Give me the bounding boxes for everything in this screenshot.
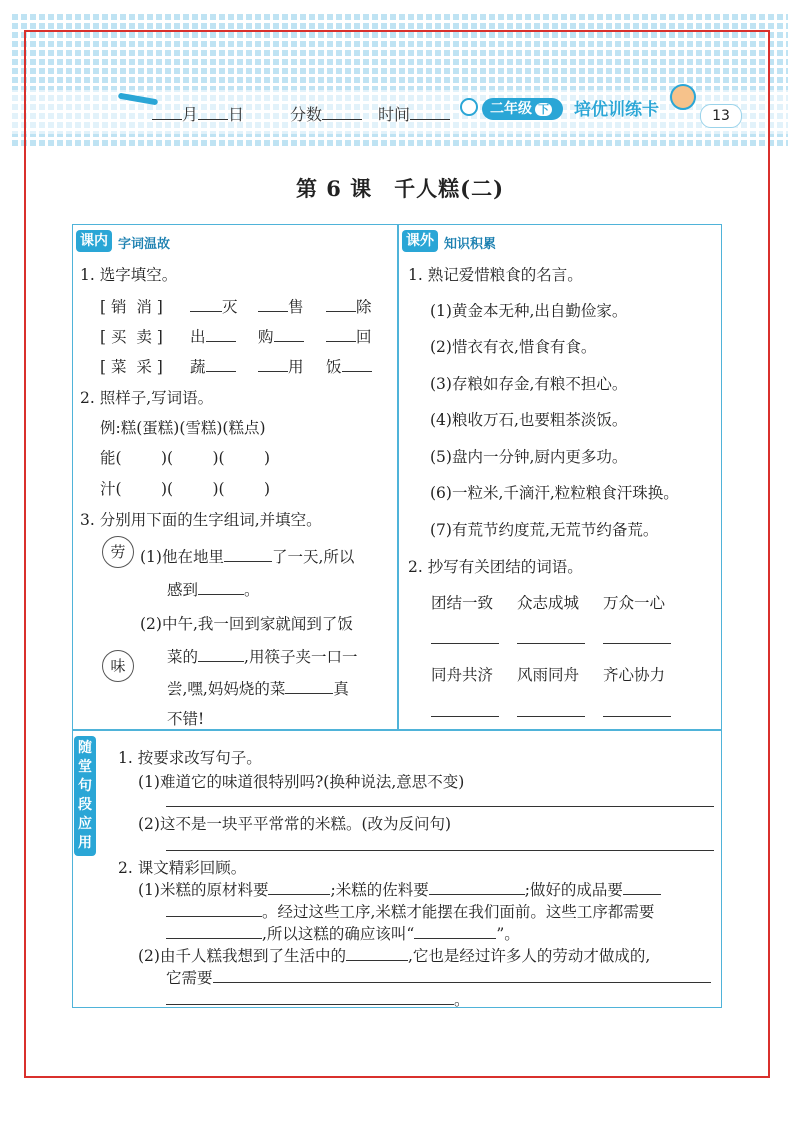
score-line — [290, 102, 362, 125]
answer-line-2 — [166, 850, 714, 851]
lesson-title: 第 6 课 千人糕(二) — [295, 176, 505, 201]
right-q2: 2. 抄写有关团结的词语。 — [408, 558, 583, 576]
q1-row-1: 灭 — [190, 295, 238, 317]
q1-row-2b: 购 — [258, 325, 304, 347]
q2-row-2: 汁( )( )( ) — [100, 480, 271, 498]
left-q1: 1. 选字填空。 — [80, 266, 178, 284]
bottom-q1-s1: (1)难道它的味道很特别吗?(换种说法,意思不变) — [138, 773, 465, 791]
bottom-q2-p1-line3: ,所以这糕的确应该叫“ ”。 — [166, 922, 520, 944]
q3-s1-line1: (1)他在地里 了一天,所以 — [140, 548, 355, 566]
word-3: 万众一心 — [603, 594, 666, 612]
saying-4: (4)粮收万石,也要粗茶淡饭。 — [430, 411, 628, 429]
answer-line-1 — [166, 806, 714, 807]
q2-row-1: 能( )( )( ) — [100, 449, 271, 467]
brand-title: 培优训练卡 — [574, 100, 659, 120]
word-4: 同舟共济 — [431, 666, 494, 684]
bottom-q2-p2-line2: 它需要 — [166, 966, 711, 988]
copy-line-6 — [603, 716, 671, 717]
left-q3: 3. 分别用下面的生字组词,并填空。 — [80, 511, 322, 529]
date-line — [152, 102, 244, 125]
saying-3: (3)存粮如存金,有粮不担心。 — [430, 375, 628, 393]
bottom-q2-p1-line1: (1)米糕的原材料要 ;米糕的佐料要 ;做好的成品要 — [138, 878, 661, 900]
day-label: 日 — [228, 105, 245, 124]
bottom-q2: 2. 课文精彩回顾。 — [118, 859, 247, 877]
clock-icon — [460, 98, 478, 116]
q1-row-3b: 用 — [258, 355, 304, 377]
mascot-icon — [670, 84, 696, 110]
time-label: 时间 — [378, 105, 411, 124]
left-section-tag: 课内 — [76, 230, 112, 252]
word-5: 风雨同舟 — [517, 666, 580, 684]
bottom-section-tag: 随堂句段应用 — [74, 736, 96, 856]
word-2: 众志成城 — [517, 594, 580, 612]
q3-s2-line3: 尝,嘿,妈妈烧的菜 真 — [167, 680, 349, 698]
copy-line-5 — [517, 716, 585, 717]
bottom-q2-p2-line3: 。 — [166, 988, 470, 1010]
copy-line-1 — [431, 643, 499, 644]
char-badge-lao: 劳 — [102, 536, 134, 568]
q3-s1-line2: 感到 。 — [167, 581, 260, 599]
q1-row-3-group: [ 菜 采 ] — [100, 358, 163, 376]
left-q2: 2. 照样子,写词语。 — [80, 389, 214, 407]
grade-sub: 下 — [535, 103, 552, 116]
left-section-subtitle: 字词温故 — [118, 237, 171, 252]
bottom-q2-p1-line2: 。经过这些工序,米糕才能摆在我们面前。这些工序都需要 — [166, 900, 654, 922]
saying-7: (7)有荒节约度荒,无荒节约备荒。 — [430, 521, 659, 539]
word-1: 团结一致 — [431, 594, 494, 612]
score-label: 分数 — [290, 105, 323, 124]
q1-row-3: 蔬 — [190, 355, 236, 377]
bottom-q1: 1. 按要求改写句子。 — [118, 749, 262, 767]
q1-row-2-group: [ 买 卖 ] — [100, 328, 163, 346]
q3-s2-line4: 不错! — [167, 710, 205, 728]
q3-s2-line2: 菜的 ,用筷子夹一口一 — [167, 648, 358, 666]
word-6: 齐心协力 — [603, 666, 666, 684]
month-label: 月 — [182, 105, 199, 124]
saying-6: (6)一粒米,千滴汗,粒粒粮食汗珠换。 — [430, 484, 679, 502]
saying-2: (2)惜衣有衣,惜食有食。 — [430, 338, 597, 356]
grade-badge-text: 二年级 — [490, 101, 532, 117]
right-section-tag: 课外 — [402, 230, 438, 252]
right-q1: 1. 熟记爱惜粮食的名言。 — [408, 266, 583, 284]
copy-line-3 — [603, 643, 671, 644]
time-line — [378, 102, 450, 125]
q1-row-3c: 饭 — [326, 355, 372, 377]
q1-row-1c: 除 — [326, 295, 372, 317]
grade-badge — [482, 98, 563, 120]
bottom-q2-p2-line1: (2)由千人糕我想到了生活中的 ,它也是经过许多人的劳动才做成的, — [138, 947, 651, 965]
bottom-q1-s2: (2)这不是一块平平常常的米糕。(改为反问句) — [138, 815, 452, 833]
page-number: 13 — [700, 104, 742, 128]
right-section-subtitle: 知识积累 — [444, 237, 497, 252]
q1-row-2c: 回 — [326, 325, 372, 347]
copy-line-2 — [517, 643, 585, 644]
saying-5: (5)盘内一分钟,厨内更多功。 — [430, 448, 628, 466]
q1-row-2: 出 — [190, 325, 236, 347]
copy-line-4 — [431, 716, 499, 717]
q2-example: 例:糕(蛋糕)(雪糕)(糕点) — [100, 419, 266, 437]
q1-row-1b: 售 — [258, 295, 304, 317]
saying-1: (1)黄金本无种,出自勤俭家。 — [430, 302, 628, 320]
q3-s2-line1: (2)中午,我一回到家就闻到了饭 — [140, 615, 353, 633]
char-badge-wei: 味 — [102, 650, 134, 682]
q1-row-1-group: [ 销 消 ] — [100, 298, 163, 316]
